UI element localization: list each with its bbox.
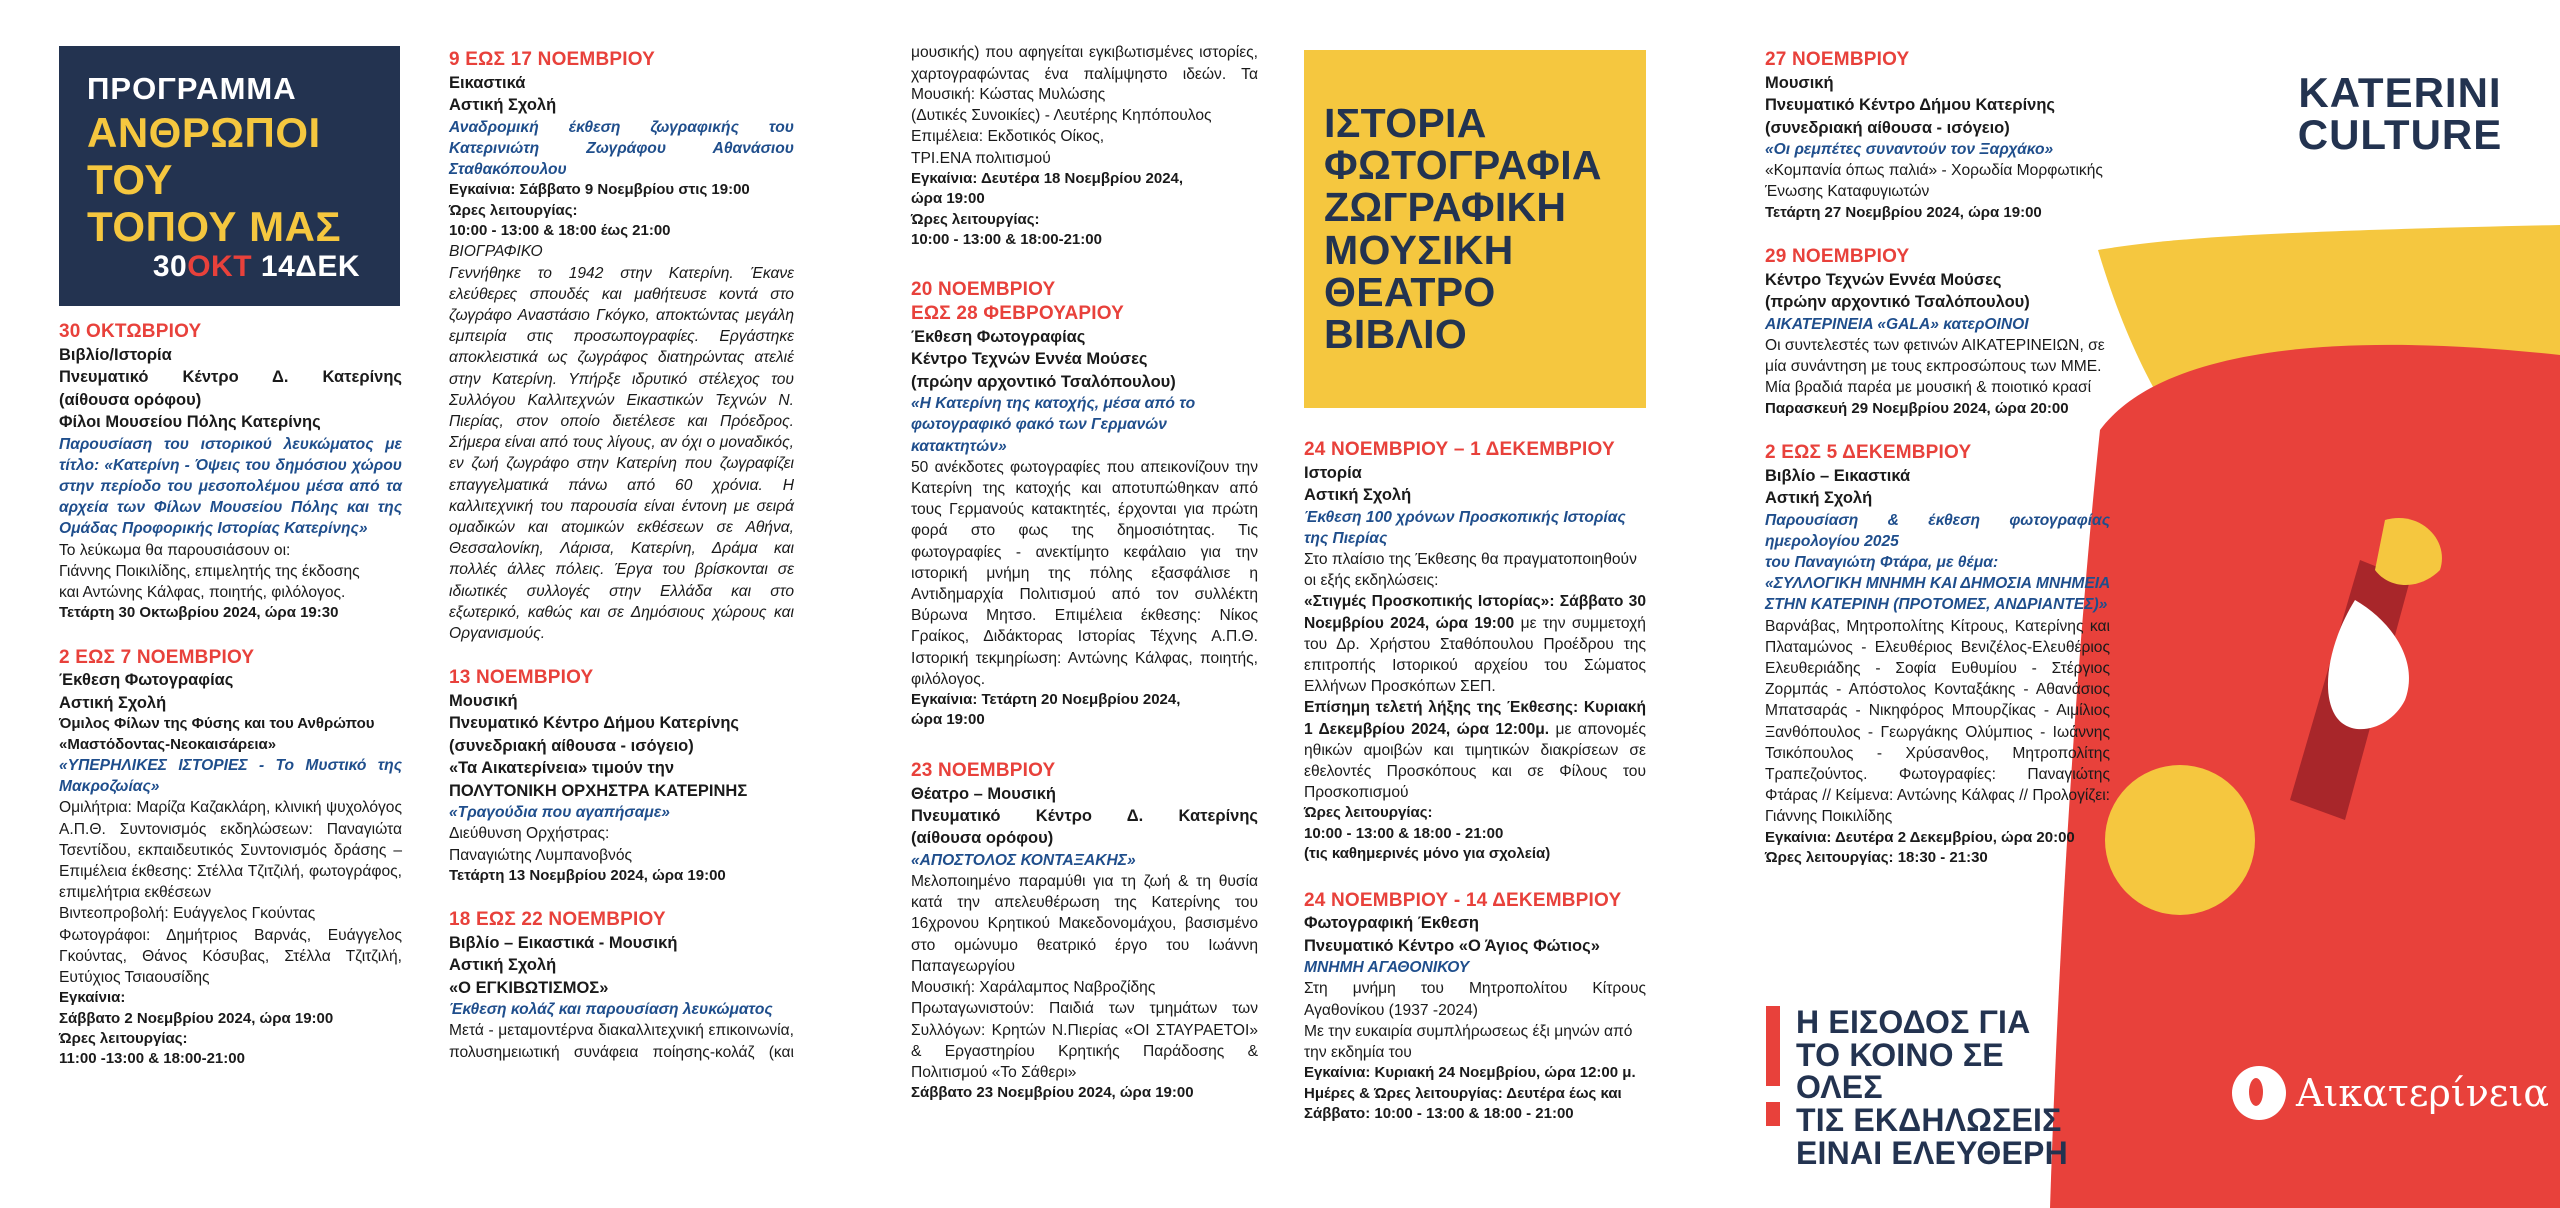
event-venue: Αστική Σχολή: [449, 956, 557, 975]
exclamation-bar: [1766, 1006, 1780, 1086]
event-highlight: ΑΙΚΑΤΕΡΙΝΕΙΑ «GALA» κατερΟΙΝΟΙ: [1765, 315, 2029, 333]
program-dates-end: 14ΔΕΚ: [260, 250, 360, 283]
event-organizer: Όμιλος Φίλων της Φύσης και του Ανθρώπου: [59, 715, 375, 733]
event-category: Ιστορία: [1304, 463, 1362, 482]
event-category: Θέατρο – Μουσική: [911, 784, 1056, 803]
event-text: Βιντεοπροβολή: Ευάγγελος Γκούντας: [59, 905, 316, 923]
brand-line-1: KATERINI: [2298, 69, 2502, 116]
event-sub-text: με απονομές ηθικών αμοιβών και τιμητικών διακρίσεων σε εθελοντές Προσκόπους και σε Φίλους του Προσκοπισμού: [1304, 720, 1646, 802]
event-text: Στη μνήμη του Μητροπολίτου Κίτρους Αγαθονίκου (1937 -2024): [1304, 980, 1646, 1019]
event-hours-label: Ώρες λειτουργίας:: [449, 201, 578, 219]
katerini-culture-logo: [2290, 69, 2510, 158]
event-category: Βιβλίο – Εικαστικά - Μουσική: [449, 933, 678, 952]
event-venue-detail: (αίθουσα ορόφου): [911, 829, 1054, 848]
event-highlight: ΜΝΗΜΗ ΑΓΑΘΟΝΙΚΟΥ: [1304, 959, 1470, 977]
event-text-continued-inner: μουσικής) που αφηγείται εγκιβωτισμένες ιστορίες, χαρτογραφώντας ένα παλίμψηστο ιδεών. Τα: [911, 44, 1258, 83]
column-5: [1765, 48, 2110, 868]
event-opening: Τετάρτη 30 Οκτωβρίου 2024, ώρα 19:30: [59, 604, 339, 622]
free-entry-line: ΕΙΝΑΙ ΕΛΕΥΘΕΡΗ: [1796, 1134, 2068, 1171]
event-date-2: ΕΩΣ 28 ΦΕΒΡΟΥΑΡΙΟΥ: [911, 303, 1125, 325]
program-dates-mid: ΟΚΤ: [187, 250, 253, 283]
event-opening: Τετάρτη 13 Νοεμβρίου 2024, ώρα 19:00: [449, 866, 726, 884]
event-text: Μουσική: Κώστας Μυλώσης: [911, 86, 1106, 103]
event-opening: ώρα 19:00: [911, 711, 985, 729]
event-venue-detail: (πρώην αρχοντικό Τσαλόπουλου): [1765, 293, 2030, 312]
event-category: Έκθεση Φωτογραφίας: [59, 671, 234, 690]
program-title-line-3: ΤΟΠΟΥ ΜΑΣ: [87, 203, 342, 251]
event-sub-opening: «Στιγμές Προσκοπικής Ιστορίας»: Σάββατο 30 Νοεμβρίου 2024, ώρα 19:00: [1304, 593, 1646, 632]
program-title-line-2: ΤΟΥ: [87, 156, 173, 204]
event-opening-label: Εγκαίνια:: [59, 989, 126, 1007]
event-text: ΠΟΛΥΤΟΝΙΚΗ ΟΡΧΗΣΤΡΑ ΚΑΤΕΡΙΝΗΣ: [449, 781, 748, 800]
event-text: Μελοποιημένο παραμύθι για τη ζωή & τη θυσία κατά την απελευθέρωση της Κατερίνης του 16χρονου Κρητικού Μακεδονομάχου, βασισμένο στο ομώνυμο θεατρικό έργο του Ιωάννη Παπαγεωργίου: [911, 873, 1258, 975]
theme-item: ΘΕΑΤΡΟ: [1324, 268, 1496, 315]
event-venue: Πνευματικό Κέντρο Δ. Κατερίνης: [59, 368, 402, 387]
exclamation-dot: [1766, 1102, 1780, 1126]
event-highlight: «ΣΥΛΛΟΓΙΚΗ ΜΝΗΜΗ ΚΑΙ ΔΗΜΟΣΙΑ ΜΝΗΜΕΙΑ ΣΤΗΝ ΚΑΤΕΡΙΝΗ (ΠΡΟΤΟΜΕΣ, ΑΝΔΡΙΑΝΤΕΣ)»: [1765, 575, 2110, 614]
event-date: 27 ΝΟΕΜΒΡΙΟΥ: [1765, 49, 1910, 70]
event-venue: Πνευματικό Κέντρο Δήμου Κατερίνης: [1765, 96, 2055, 115]
event-venue: Αστική Σχολή: [1765, 489, 1873, 508]
event-date: 20 ΝΟΕΜΒΡΙΟΥ: [911, 279, 1056, 301]
event-highlight: Έκθεση κολάζ και παρουσίαση λευκώματος: [449, 1001, 773, 1019]
event-venue: Πνευματικό Κέντρο Δ. Κατερίνης: [911, 807, 1258, 825]
event-hours: Ώρες λειτουργίας: 18:30 - 21:30: [1765, 848, 1988, 866]
theme-item: ΜΟΥΣΙΚΗ: [1324, 226, 1514, 273]
event-date: 30 ΟΚΤΩΒΡΙΟΥ: [59, 321, 202, 342]
event-date: 13 ΝΟΕΜΒΡΙΟΥ: [449, 667, 594, 689]
event-text: Με την ευκαιρία συμπλήρωσεως έξι μηνών από την εκδημία του: [1304, 1022, 1633, 1062]
event-text: «Κομπανία όπως παλιά» - Χορωδία Μορφωτικής Ένωσης Καταφυγιωτών: [1765, 162, 2103, 201]
event-highlight: «Οι ρεμπέτες συναντούν τον Ξαρχάκο»: [1765, 141, 2054, 159]
theme-item: ΙΣΤΟΡΙΑ: [1324, 100, 1487, 146]
event-venue-detail: (αίθουσα ορόφου): [59, 390, 202, 409]
event-hours-label: Ώρες λειτουργίας:: [911, 210, 1040, 228]
event-text: [1304, 697, 1646, 803]
event-opening: ώρα 19:00: [911, 190, 985, 208]
theme-item: ΒΙΒΛΙΟ: [1324, 311, 1468, 358]
event-text: Το λεύκωμα θα παρουσιάσουν οι:: [59, 541, 291, 559]
brand-line-2: CULTURE: [2297, 111, 2503, 158]
event-category: Βιβλίο/Ιστορία: [59, 345, 172, 364]
event-text: Γιάννης Ποικιλίδης, επιμελητής της έκδοσης: [59, 562, 360, 580]
themes-box: [1304, 50, 1646, 408]
event-category: Μουσική: [1765, 73, 1834, 92]
event-organizer: Φίλοι Μουσείου Πόλης Κατερίνης: [59, 413, 321, 432]
event-opening: Εγκαίνια: Τετάρτη 20 Νοεμβρίου 2024,: [911, 691, 1181, 709]
event-venue: Πνευματικό Κέντρο Δήμου Κατερίνης: [449, 714, 739, 733]
event-opening: Παρασκευή 29 Νοεμβρίου 2024, ώρα 20:00: [1765, 399, 2069, 417]
event-date: 2 ΕΩΣ 5 ΔΕΚΕΜΒΡΙΟΥ: [1765, 441, 1972, 463]
event-text: «Τα Αικατερίνεια» τιμούν την: [449, 759, 675, 778]
aikaterineia-logo-text: Αικατερίνεια: [2296, 1071, 2550, 1115]
event-sub-text: με την συμμετοχή του Δρ. Χρήστου Σταθόπουλου Προέδρου της επιτροπής Ιστορικού αρχείου του Σώματος Ελλήνων Προσκόπων ΣΕΠ.: [1304, 614, 1646, 696]
event-opening: Σάββατο 23 Νοεμβρίου 2024, ώρα 19:00: [911, 1084, 1194, 1102]
event-text: Διεύθυνση Ορχήστρας:: [449, 825, 610, 843]
event-highlight: «Τραγούδια που αγαπήσαμε»: [449, 804, 670, 822]
event-opening: Εγκαίνια: Κυριακή 24 Νοεμβρίου, ώρα 12:00 μ.: [1304, 1064, 1636, 1082]
event-text: και Αντώνης Κάλφας, ποιητής, φιλόλογος.: [59, 583, 346, 601]
event-venue: Κέντρο Τεχνών Εννέα Μούσες: [1765, 270, 2002, 289]
event-highlight: Αναδρομική έκθεση ζωγραφικής του Κατερινιώτη Ζωγράφου Αθανάσιου Σταθακόπουλου: [449, 118, 794, 179]
event-venue: Κέντρο Τεχνών Εννέα Μούσες: [911, 350, 1148, 369]
event-venue: Αστική Σχολή: [59, 693, 167, 712]
event-organizer: «Μαστόδοντας-Νεοκαισάρεια»: [59, 735, 277, 753]
event-hours: 11:00 -13:00 & 18:00-21:00: [59, 1050, 245, 1068]
event-opening: Εγκαίνια: Σάββατο 9 Νοεμβρίου στις 19:00: [449, 181, 750, 199]
event-text: Φωτογράφοι: Δημήτριος Βαρνάς, Ευάγγελος Γκούντας, Θάνος Κόσυβας, Στέλλα Τζιτζιλή, Ευτύχιος Τσιαουσίδης: [59, 926, 402, 986]
event-highlight: Παρουσίαση & έκθεση φωτογραφίας ημερολογίου 2025: [1765, 511, 2110, 550]
event-venue: Πνευματικό Κέντρο «Ο Άγιος Φώτιος»: [1304, 936, 1600, 955]
event-text: Επιμέλεια: Εκδοτικός Οίκος,: [911, 128, 1105, 146]
program-title-box: [59, 46, 400, 306]
event-highlight: του Παναγιώτη Φτάρα, με θέμα:: [1765, 553, 1999, 571]
program-label: ΠΡΟΓΡΑΜΜΑ: [87, 71, 297, 106]
program-dates-start: 30: [152, 250, 188, 283]
event-venue: Αστική Σχολή: [449, 96, 557, 115]
event-date: 23 ΝΟΕΜΒΡΙΟΥ: [911, 759, 1056, 781]
event-venue-detail: (συνεδριακή αίθουσα - ισόγειο): [449, 736, 694, 755]
free-entry-line: Η ΕΙΣΟΔΟΣ ΓΙΑ: [1796, 1004, 2031, 1040]
event-date: 24 ΝΟΕΜΒΡΙΟΥ – 1 ΔΕΚΕΜΒΡΙΟΥ: [1304, 439, 1615, 460]
aikaterineia-logo: [2232, 1066, 2549, 1120]
event-highlight: Έκθεση 100 χρόνων Προσκοπικής Ιστορίας της Πιερίας: [1304, 508, 1626, 547]
event-text: Ομιλήτρια: Μαρίζα Καζακλάρη, κλινική ψυχολόγος Α.Π.Θ. Συντονισμός εκδηλώσεων: Παναγιώτα Τσεντίδου, εκπαιδευτικός Συντονισμός δράσης – Επιμέλεια έκθεσης: Στέλλα Τζιτζιλή, φωτογράφος, επιμελήτρια εκθέσεων: [59, 799, 402, 902]
free-entry-line: ΤΙΣ ΕΚΔΗΛΩΣΕΙΣ: [1796, 1101, 2062, 1138]
event-note: (τις καθημερινές μόνο για σχολεία): [1304, 845, 1551, 863]
event-hours: Ημέρες & Ώρες λειτουργίας: Δευτέρα έως και Σάββατο: 10:00 - 13:00 & 18:00 - 21:00: [1304, 1084, 1622, 1123]
event-text: Μουσική: Χαράλαμπος Ναβροζίδης: [911, 979, 1156, 997]
aikaterineia-logo-icon: [2232, 1066, 2286, 1120]
event-text: Μετά - μεταμοντέρνα διακαλλιτεχνική επικοινωνία, πολυσημειωτική συνάφεια ποίησης-κολάζ (και: [449, 1022, 794, 1061]
theme-item: ΖΩΓΡΑΦΙΚΗ: [1324, 184, 1567, 231]
event-venue-detail: (συνεδριακή αίθουσα - ισόγειο): [1765, 118, 2010, 137]
event-text: [1304, 591, 1646, 697]
column-3: [911, 42, 1258, 1104]
event-text: Παναγιώτης Λυμπανοβνός: [449, 846, 633, 864]
event-date: 29 ΝΟΕΜΒΡΙΟΥ: [1765, 246, 1910, 268]
free-entry-notice: [1766, 1006, 2096, 1169]
program-dates: [153, 250, 360, 284]
event-highlight: Παρουσίαση του ιστορικού λευκώματος με τίτλο: «Κατερίνη - Όψεις του δημόσιου χώρου στην περίοδο του μεσοπολέμου μέσα από τα αρχεία των Φίλων Μουσείου Πόλης και της Ομάδας Προφορικής Ιστορίας Κατερίνης»: [59, 435, 402, 538]
event-opening: Εγκαίνια: Δευτέρα 2 Δεκεμβρίου, ώρα 20:00: [1765, 828, 2075, 846]
event-highlight: «ΑΠΟΣΤΟΛΟΣ ΚΟΝΤΑΞΑΚΗΣ»: [911, 851, 1136, 869]
event-text: 50 ανέκδοτες φωτογραφίες που απεικονίζουν την Κατερίνη της κατοχής και αποτυπώθηκαν από τους Γερμανούς κατακτητές, έρχονται για πρώτη φορά στο φως της δημοσιότητας. Τις φωτογραφίες - ανεκτίμητο κεφάλαιο για την ιστορική μνήμη της πόλης εξασφάλισε η Αντιδημαρχία Πολιτισμού από τον συλλέκτη Βύρωνα Μητσο. Επιμέλεια έκθεσης: Νίκος Γραίκος, Διδάκτορας Ιστορίας Τέχνης Α.Π.Θ. Ιστορική τεκμηρίωση: Αντώνης Κάλφας, ποιητής, φιλόλογος.: [911, 458, 1258, 688]
event-category: Μουσική: [449, 692, 518, 711]
event-sub-opening: Επίσημη τελετή λήξης της Έκθεσης: Κυριακή 1 Δεκεμβρίου 2024, ώρα 12:00μ.: [1304, 699, 1646, 738]
program-title-line-1: ΑΝΘΡΩΠΟΙ: [87, 109, 321, 157]
event-hours: 10:00 - 13:00 & 18:00 έως 21:00: [449, 222, 671, 240]
event-category: Βιβλίο – Εικαστικά: [1765, 466, 1911, 485]
event-bio: Γεννήθηκε το 1942 στην Κατερίνη. Έκανε ελεύθερες σπουδές και μαθήτευσε κοντά στο ζωγράφο Αναστάσιο Γκόγκο, αποκτώντας μεγάλη εμπειρία στις προσωπογραφίες. Εργάστηκε αποκλειστικά ως ζωγράφος διατηρώντας ατελιέ στην Κατερίνη. Υπήρξε ιδρυτικό στέλεχος του Συλλόγου Καλλιτεχνών Εικαστικών Τεχνών Ν. Πιερίας, στον οποίο διετέλεσε και Πρόεδρος. Σήμερα είναι από τους λίγους, αν όχι ο μοναδικός, εν ζωή ζωγράφο στην Κατερίνη που ζωγραφίζει επαγγελματικά πάνω από 60 χρόνια. Η καλλιτεχνική του παρουσία είναι έντονη με σειρά ομαδικών και ατομικών εκθέσεων σε Αθήνα, Θεσσαλονίκη, Λάρισα, Κατερίνη, Δράμα και πολλές άλλες πόλεις. Έργα του βρίσκονται σε ιδιωτικές συλλογές στην Ελλάδα και στο εξωτερικό, καθώς και σε Δημόσιους χώρους και Οργανισμούς.: [449, 264, 794, 643]
event-category: Φωτογραφική Έκθεση: [1304, 914, 1479, 933]
free-entry-line: ΤΟ ΚΟΙΝΟ ΣΕ ΟΛΕΣ: [1796, 1036, 2004, 1106]
event-date: 24 ΝΟΕΜΒΡΙΟΥ - 14 ΔΕΚΕΜΒΡΙΟΥ: [1304, 889, 1622, 911]
event-title: «Ο ΕΓΚΙΒΩΤΙΣΜΟΣ»: [449, 978, 609, 997]
column-4: [1304, 438, 1646, 1124]
event-text: Βαρνάβας, Μητροπολίτης Κίτρους, Κατερίνης και Πλαταμώνος - Ελευθέριος Βενιζέλος-Ελευθέριος Ελευθεριάδης - Σοφία Ευθυμίου - Στέργιος Ζορμπάς - Απόστολος Κονταξάκης - Αθανάσιος Μπατσαράς - Νικηφόρος Μπουρζίκας - Αιμίλιος Ξανθόπουλος - Γεωργάκης Ολύμπιος - Ιωάννης Τσικόπουλος - Χρύσανθος, Μητροπολίτης Τραπεζούντος. Φωτογραφίες: Παναγιώτης Φτάρας // Κείμενα: Αντώνης Κάλφας // Προλογίζει: Γιάννης Ποικιλίδης: [1765, 617, 2110, 826]
event-text-continued: [911, 42, 1258, 84]
event-opening: Εγκαίνια: Δευτέρα 18 Νοεμβρίου 2024,: [911, 169, 1184, 187]
event-opening: Τετάρτη 27 Νοεμβρίου 2024, ώρα 19:00: [1765, 203, 2042, 221]
event-venue: Αστική Σχολή: [1304, 486, 1412, 505]
event-category: Έκθεση Φωτογραφίας: [911, 327, 1086, 346]
event-text: Στο πλαίσιο της Έκθεσης θα πραγματοποιηθούν οι εξής εκδηλώσεις:: [1304, 551, 1637, 590]
column-1: [59, 320, 402, 1070]
event-hours: 10:00 - 13:00 & 18:00-21:00: [911, 230, 1102, 248]
event-text: (Δυτικές Συνοικίες) - Λευτέρης Κηπόπουλος: [911, 107, 1212, 125]
event-text: Οι συντελεστές των φετινών ΑΙΚΑΤΕΡΙΝΕΙΩΝ, σε μία συνάντηση με τους εκπροσώπους των ΜΜΕ. Μία βραδιά παρέα με μουσική & ποιοτικό κρασί: [1765, 336, 2105, 397]
event-date: 18 ΕΩΣ 22 ΝΟΕΜΒΡΙΟΥ: [449, 909, 666, 931]
event-highlight: «ΥΠΕΡΗΛΙΚΕΣ ΙΣΤΟΡΙΕΣ - Το Μυστικό της Μακροζωίας»: [59, 756, 402, 796]
event-date: 2 ΕΩΣ 7 ΝΟΕΜΒΡΙΟΥ: [59, 646, 255, 668]
event-hours-label: Ώρες λειτουργίας:: [59, 1029, 188, 1047]
column-2: [449, 48, 794, 1062]
event-date: 9 ΕΩΣ 17 ΝΟΕΜΒΡΙΟΥ: [449, 49, 656, 70]
event-bio-label: ΒΙΟΓΡΑΦΙΚΟ: [449, 243, 543, 261]
theme-item: ΦΩΤΟΓΡΑΦΙΑ: [1324, 142, 1602, 189]
event-hours-label: Ώρες λειτουργίας:: [1304, 804, 1433, 822]
event-text: ΤΡΙ.ΕΝΑ πολιτισμού: [911, 149, 1051, 167]
event-text: Πρωταγωνιστούν: Παιδιά των τμημάτων των Συλλόγων: Κρητών Ν.Πιερίας «ΟΙ ΣΤΑΥΡΑΕΤΟΙ» & Εργαστηρίου Κρητικής Παράδοσης & Πολιτισμού «Το Σάθερι»: [911, 1000, 1258, 1081]
yellow-blob: [2105, 765, 2255, 915]
event-venue-detail: (πρώην αρχοντικό Τσαλόπουλου): [911, 372, 1176, 391]
event-category: Εικαστικά: [449, 73, 526, 92]
event-hours: 10:00 - 13:00 & 18:00 - 21:00: [1304, 824, 1504, 842]
event-highlight: «Η Κατερίνη της κατοχής, μέσα από το φωτογραφικό φακό των Γερμανών κατακτητών»: [911, 395, 1196, 455]
event-opening: Σάββατο 2 Νοεμβρίου 2024, ώρα 19:00: [59, 1009, 334, 1027]
